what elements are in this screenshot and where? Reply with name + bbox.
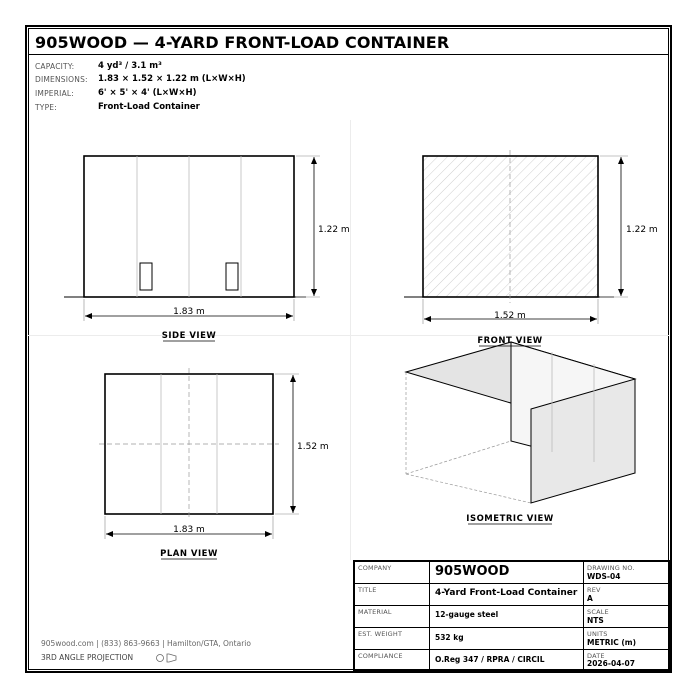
spec-capacity-label: CAPACITY: — [35, 61, 75, 71]
tb-title-label: TITLE — [358, 586, 377, 594]
front-view-height-label: 1.22 m — [626, 225, 658, 235]
tb-material-label-cell — [355, 606, 430, 628]
isometric-view — [406, 342, 635, 524]
side-view-width-label: 1.83 m — [173, 307, 205, 317]
iso-view-title: ISOMETRIC VIEW — [466, 514, 554, 524]
tb-units: METRIC (m) — [587, 638, 637, 647]
plan-view-width-label: 1.83 m — [173, 525, 205, 535]
tb-company: 905WOOD — [435, 564, 510, 579]
tb-date-label: DATE — [587, 652, 605, 660]
tb-material-label: MATERIAL — [358, 608, 392, 616]
side-view — [64, 156, 350, 341]
spec-type-value: Front-Load Container — [98, 102, 200, 112]
third-angle-projection-icon — [155, 652, 179, 664]
iso-hidden-edge — [406, 474, 531, 503]
front-view — [404, 150, 658, 324]
tb-material: 12-gauge steel — [435, 610, 499, 619]
drawing-title: 905WOOD — 4-YARD FRONT-LOAD CONTAINER — [35, 33, 450, 52]
tb-date-cell — [584, 650, 669, 670]
tb-material-cell — [430, 606, 584, 628]
front-view-width-label: 1.52 m — [494, 311, 526, 321]
tb-scale-cell — [584, 606, 669, 628]
tb-compliance: O.Reg 347 / RPRA / CIRCIL — [435, 655, 545, 664]
fork-pocket-right — [226, 263, 238, 290]
front-view-title: FRONT VIEW — [477, 336, 543, 346]
spec-imperial-label: IMPERIAL: — [35, 88, 75, 98]
tb-drawing-no-label: DRAWING NO. — [587, 564, 635, 572]
fork-pocket-left — [140, 263, 152, 290]
side-view-title: SIDE VIEW — [161, 331, 217, 341]
projection-note: 3RD ANGLE PROJECTION — [41, 653, 134, 662]
tb-rev-label: REV — [587, 586, 601, 594]
tb-compliance-label: COMPLIANCE — [358, 652, 403, 660]
tb-company-label-cell — [355, 562, 430, 584]
plan-view — [99, 368, 329, 559]
tb-drawing-no: WDS-04 — [587, 572, 621, 581]
tb-title-cell — [430, 584, 584, 606]
title-block — [353, 560, 671, 672]
tb-weight-label-cell — [355, 628, 430, 650]
tb-date: 2026-04-07 — [587, 659, 635, 668]
spec-type-label: TYPE: — [35, 102, 57, 112]
tb-drawing-no-cell — [584, 562, 669, 584]
tb-scale-label: SCALE — [587, 608, 609, 616]
iso-hidden-edge — [406, 441, 511, 474]
spec-dimensions-label: DIMENSIONS: — [35, 74, 88, 84]
tb-rev-cell — [584, 584, 669, 606]
tb-scale: NTS — [587, 616, 604, 625]
tb-weight-label: EST. WEIGHT — [358, 630, 403, 638]
tb-company-cell — [430, 562, 584, 584]
spec-dimensions-value: 1.83 × 1.52 × 1.22 m (L×W×H) — [98, 74, 246, 84]
spec-capacity-value: 4 yd³ / 3.1 m³ — [98, 61, 162, 71]
tb-compliance-cell — [430, 650, 584, 670]
tb-units-label: UNITS — [587, 630, 608, 638]
tb-weight-cell — [430, 628, 584, 650]
tb-rev: A — [587, 594, 593, 603]
plan-view-depth-label: 1.52 m — [297, 442, 329, 452]
spec-imperial-value: 6' × 5' × 4' (L×W×H) — [98, 88, 197, 98]
plan-view-title: PLAN VIEW — [160, 549, 218, 559]
tb-compliance-label-cell — [355, 650, 430, 670]
tb-title: 4-Yard Front-Load Container — [435, 588, 578, 598]
front-view-body — [423, 156, 598, 297]
side-view-height-label: 1.22 m — [318, 225, 350, 235]
tb-units-cell — [584, 628, 669, 650]
tb-weight: 532 kg — [435, 633, 464, 642]
footer-contact: 905wood.com | (833) 863-9663 | Hamilton/GTA, Ontario — [41, 639, 251, 648]
tb-title-label-cell — [355, 584, 430, 606]
tb-company-label: COMPANY — [358, 564, 392, 572]
